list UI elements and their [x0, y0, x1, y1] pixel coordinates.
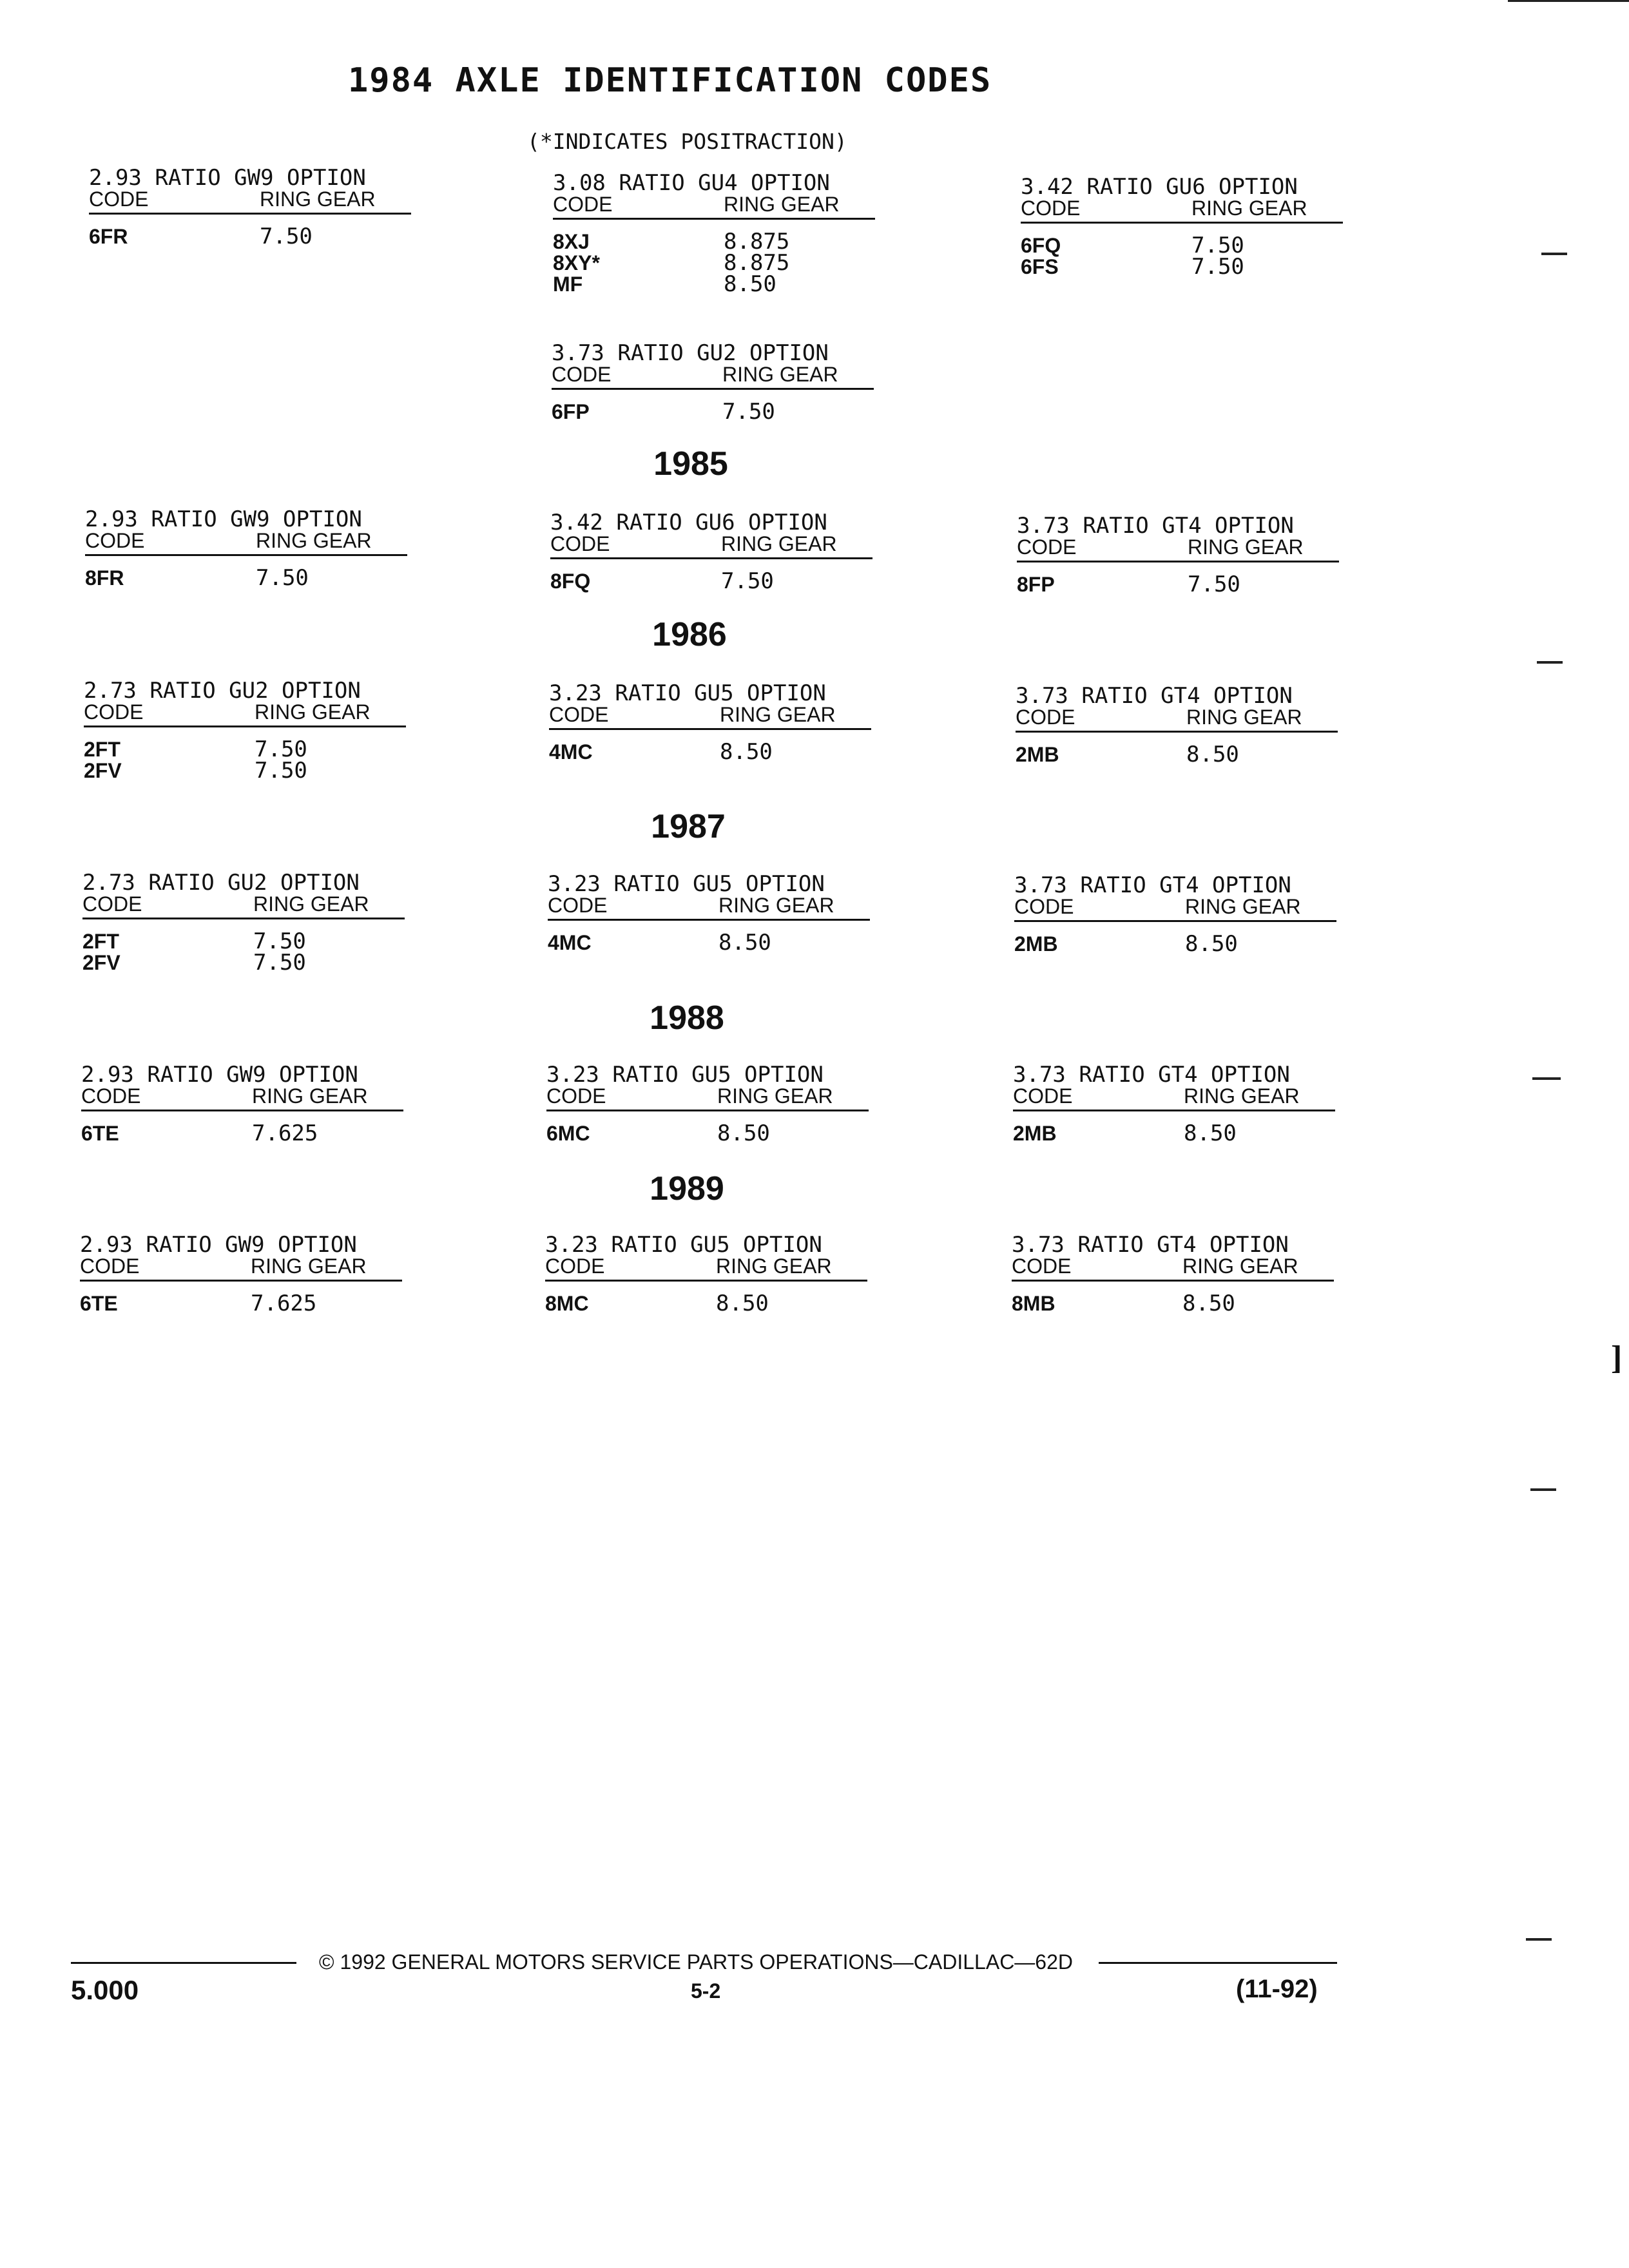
- table-column-headers: [82, 894, 405, 915]
- top-edge-line: [1508, 0, 1629, 2]
- column-header-code: CODE: [84, 700, 144, 724]
- column-header-ring-gear: RING GEAR: [1188, 535, 1304, 559]
- margin-tick: [1526, 1938, 1552, 1941]
- table-column-headers: [552, 364, 874, 385]
- table-heading: 3.73 RATIO GU2 OPTION: [552, 340, 829, 366]
- table-heading: 3.23 RATIO GU5 OPTION: [545, 1232, 822, 1258]
- table-row: [82, 928, 405, 954]
- ring-gear-cell: 7.625: [251, 1291, 317, 1316]
- year-heading-1987: 1987: [651, 808, 726, 845]
- ring-gear-cell: 7.50: [260, 224, 313, 249]
- table-column-headers: [80, 1256, 402, 1277]
- table-row: [552, 401, 874, 423]
- code-cell: 6FQ: [1021, 234, 1061, 257]
- axle-table: [82, 872, 405, 974]
- table-row: [81, 1120, 403, 1146]
- table-heading: 3.23 RATIO GU5 OPTION: [548, 871, 825, 897]
- header-rule: [546, 1110, 869, 1111]
- axle-table: [550, 512, 872, 592]
- column-header-ring-gear: RING GEAR: [717, 1084, 833, 1108]
- code-cell: 6FS: [1021, 255, 1059, 278]
- axle-table: [1012, 1232, 1334, 1316]
- table-heading: 3.73 RATIO GT4 OPTION: [1012, 1232, 1289, 1258]
- column-header-code: CODE: [1016, 706, 1075, 729]
- column-header-ring-gear: RING GEAR: [718, 894, 834, 917]
- axle-table: [81, 1064, 403, 1144]
- header-rule: [550, 557, 872, 559]
- ring-gear-cell: 7.50: [1188, 572, 1240, 597]
- column-header-code: CODE: [80, 1254, 140, 1278]
- header-rule: [549, 728, 871, 730]
- column-header-code: CODE: [85, 529, 145, 552]
- column-header-code: CODE: [548, 894, 608, 917]
- margin-bracket: ]: [1611, 1340, 1623, 1376]
- header-rule: [553, 218, 875, 220]
- column-header-ring-gear: RING GEAR: [724, 193, 840, 216]
- table-heading: 3.73 RATIO GT4 OPTION: [1013, 1062, 1290, 1088]
- column-header-code: CODE: [81, 1084, 141, 1108]
- table-heading: 3.08 RATIO GU4 OPTION: [553, 170, 830, 196]
- column-header-ring-gear: RING GEAR: [722, 363, 838, 386]
- code-cell: 4MC: [548, 931, 592, 954]
- axle-table: [552, 340, 874, 425]
- year-heading-1986: 1986: [652, 616, 727, 653]
- header-rule: [80, 1280, 402, 1282]
- axle-table: [548, 871, 870, 956]
- column-header-ring-gear: RING GEAR: [260, 187, 376, 211]
- code-cell: 2FT: [82, 930, 119, 953]
- axle-table: [553, 170, 875, 297]
- code-cell: 6FR: [89, 225, 128, 248]
- column-header-code: CODE: [553, 193, 613, 216]
- code-cell: 8XJ: [553, 230, 590, 253]
- ring-gear-cell: 8.50: [1185, 931, 1238, 957]
- header-rule: [1021, 222, 1343, 224]
- footer-revision-date: (11-92): [1236, 1975, 1318, 2003]
- ring-gear-cell: 8.50: [717, 1120, 770, 1146]
- code-cell: 2FV: [84, 759, 122, 782]
- table-row: [80, 1293, 402, 1314]
- code-cell: 6TE: [81, 1122, 119, 1145]
- table-heading: 2.93 RATIO GW9 OPTION: [80, 1232, 357, 1258]
- table-heading: 2.93 RATIO GW9 OPTION: [89, 165, 366, 191]
- ring-gear-cell: 7.50: [255, 736, 307, 762]
- column-header-code: CODE: [89, 187, 149, 211]
- column-header-ring-gear: RING GEAR: [251, 1254, 367, 1278]
- ring-gear-cell: 7.50: [721, 568, 774, 594]
- table-heading: 3.73 RATIO GT4 OPTION: [1014, 872, 1291, 898]
- header-rule: [552, 388, 874, 390]
- year-heading-1988: 1988: [650, 999, 724, 1037]
- code-cell: 6TE: [80, 1292, 118, 1315]
- code-cell: 8MB: [1012, 1292, 1055, 1315]
- table-row: [82, 952, 405, 974]
- table-row: [84, 760, 406, 782]
- table-heading: 3.73 RATIO GT4 OPTION: [1016, 683, 1293, 709]
- header-rule: [85, 554, 407, 556]
- table-row: [1013, 1120, 1335, 1146]
- column-header-ring-gear: RING GEAR: [716, 1254, 832, 1278]
- axle-table: [89, 165, 411, 249]
- table-row: [84, 736, 406, 762]
- header-rule: [1012, 1280, 1334, 1282]
- axle-table: [549, 680, 871, 765]
- table-column-headers: [549, 704, 871, 726]
- axle-table: [84, 680, 406, 782]
- year-heading-1985: 1985: [653, 445, 728, 483]
- positraction-note: (*INDICATES POSITRACTION): [527, 129, 847, 154]
- ring-gear-cell: 8.50: [1186, 742, 1239, 767]
- axle-table: [1013, 1064, 1335, 1144]
- column-header-ring-gear: RING GEAR: [252, 1084, 368, 1108]
- ring-gear-cell: 8.50: [716, 1291, 769, 1316]
- table-row: [545, 1293, 867, 1314]
- table-column-headers: [553, 194, 875, 215]
- column-header-ring-gear: RING GEAR: [1191, 197, 1307, 220]
- table-heading: 3.23 RATIO GU5 OPTION: [549, 680, 826, 706]
- column-header-code: CODE: [549, 703, 609, 726]
- table-heading: 3.42 RATIO GU6 OPTION: [1021, 174, 1298, 200]
- footer-rule-left: [71, 1962, 296, 1964]
- table-column-headers: [81, 1086, 403, 1107]
- ring-gear-cell: 7.50: [1191, 254, 1244, 280]
- table-heading: 3.23 RATIO GU5 OPTION: [546, 1062, 824, 1088]
- code-cell: 6MC: [546, 1122, 590, 1145]
- header-rule: [1016, 731, 1338, 733]
- footer-section-number: 5.000: [71, 1975, 139, 2005]
- header-rule: [81, 1110, 403, 1111]
- code-cell: 2MB: [1014, 932, 1058, 956]
- axle-table: [1016, 683, 1338, 767]
- axle-table: [1021, 174, 1343, 280]
- header-rule: [1013, 1110, 1335, 1111]
- axle-table: [80, 1232, 402, 1316]
- column-header-ring-gear: RING GEAR: [1186, 706, 1302, 729]
- code-cell: 2MB: [1013, 1122, 1057, 1145]
- column-header-code: CODE: [1012, 1254, 1072, 1278]
- header-rule: [82, 918, 405, 919]
- table-heading: 2.93 RATIO GW9 OPTION: [81, 1062, 358, 1088]
- code-cell: 2MB: [1016, 743, 1059, 766]
- ring-gear-cell: 7.50: [1191, 233, 1244, 258]
- table-column-headers: [546, 1086, 869, 1107]
- code-cell: 6FP: [552, 400, 590, 423]
- axle-table: [85, 506, 407, 591]
- header-rule: [1017, 561, 1339, 562]
- code-cell: MF: [553, 273, 583, 296]
- axle-table: [1014, 872, 1336, 957]
- table-heading: 2.73 RATIO GU2 OPTION: [82, 870, 360, 896]
- column-header-code: CODE: [546, 1084, 606, 1108]
- code-cell: 2FT: [84, 738, 120, 761]
- footer-page-number: 5-2: [691, 1979, 721, 2003]
- table-row: [546, 1120, 869, 1146]
- table-column-headers: [545, 1256, 867, 1277]
- code-cell: 8FP: [1017, 573, 1055, 596]
- ring-gear-cell: 7.50: [255, 758, 307, 783]
- table-column-headers: [1012, 1256, 1334, 1277]
- table-column-headers: [1013, 1086, 1335, 1107]
- axle-table: [546, 1064, 869, 1144]
- column-header-ring-gear: RING GEAR: [255, 700, 371, 724]
- column-header-code: CODE: [550, 532, 610, 555]
- table-column-headers: [1017, 537, 1339, 558]
- table-heading: 2.73 RATIO GU2 OPTION: [84, 678, 361, 704]
- column-header-ring-gear: RING GEAR: [256, 529, 372, 552]
- ring-gear-cell: 8.50: [720, 739, 773, 765]
- header-rule: [548, 919, 870, 921]
- table-row: [85, 565, 407, 591]
- header-rule: [1014, 920, 1336, 922]
- table-row: [548, 932, 870, 954]
- table-row: [550, 568, 872, 594]
- ring-gear-cell: 8.50: [724, 271, 776, 297]
- code-cell: 8FR: [85, 566, 124, 590]
- ring-gear-cell: 8.50: [1184, 1120, 1237, 1146]
- column-header-code: CODE: [545, 1254, 605, 1278]
- table-heading: 3.73 RATIO GT4 OPTION: [1017, 513, 1294, 539]
- column-header-code: CODE: [552, 363, 612, 386]
- column-header-ring-gear: RING GEAR: [1182, 1254, 1298, 1278]
- table-column-headers: [85, 530, 407, 552]
- table-row: [549, 739, 871, 765]
- table-column-headers: [548, 895, 870, 916]
- margin-tick: [1541, 253, 1567, 255]
- page-title: 1984 AXLE IDENTIFICATION CODES: [348, 61, 992, 100]
- ring-gear-cell: 7.50: [722, 399, 775, 425]
- code-cell: 8MC: [545, 1292, 589, 1315]
- axle-table: [1017, 515, 1339, 595]
- ring-gear-cell: 8.50: [718, 930, 771, 956]
- table-heading: 2.93 RATIO GW9 OPTION: [85, 506, 362, 532]
- table-row: [553, 250, 875, 276]
- ring-gear-cell: 8.875: [724, 250, 790, 276]
- margin-tick: [1532, 1077, 1561, 1080]
- ring-gear-cell: 7.50: [256, 565, 309, 591]
- table-column-headers: [550, 533, 872, 555]
- table-heading: 3.42 RATIO GU6 OPTION: [550, 510, 827, 535]
- column-header-code: CODE: [1021, 197, 1081, 220]
- table-row: [1014, 931, 1336, 957]
- header-rule: [545, 1280, 867, 1282]
- table-column-headers: [1021, 198, 1343, 219]
- code-cell: 4MC: [549, 740, 593, 764]
- table-column-headers: [1014, 896, 1336, 918]
- ring-gear-cell: 7.50: [253, 928, 306, 954]
- column-header-code: CODE: [1013, 1084, 1073, 1108]
- footer-copyright: © 1992 GENERAL MOTORS SERVICE PARTS OPERATIONS—CADILLAC—62D: [319, 1950, 1073, 1974]
- ring-gear-cell: 7.625: [252, 1120, 318, 1146]
- ring-gear-cell: 8.50: [1182, 1291, 1235, 1316]
- header-rule: [84, 726, 406, 727]
- table-row: [1021, 235, 1343, 256]
- column-header-ring-gear: RING GEAR: [253, 892, 369, 916]
- margin-tick: [1530, 1488, 1556, 1491]
- column-header-ring-gear: RING GEAR: [720, 703, 836, 726]
- table-row: [1012, 1293, 1334, 1314]
- ring-gear-cell: 8.875: [724, 229, 790, 255]
- table-column-headers: [84, 702, 406, 723]
- column-header-code: CODE: [1014, 895, 1074, 918]
- table-row: [553, 271, 875, 297]
- code-cell: 8FQ: [550, 570, 591, 593]
- column-header-code: CODE: [82, 892, 142, 916]
- table-row: [553, 231, 875, 253]
- axle-table: [545, 1232, 867, 1316]
- table-column-headers: [89, 189, 411, 210]
- table-column-headers: [1016, 707, 1338, 728]
- table-row: [89, 226, 411, 247]
- table-row: [1017, 574, 1339, 595]
- column-header-code: CODE: [1017, 535, 1077, 559]
- code-cell: 8XY*: [553, 251, 600, 274]
- column-header-ring-gear: RING GEAR: [721, 532, 837, 555]
- footer-rule-right: [1099, 1962, 1337, 1964]
- column-header-ring-gear: RING GEAR: [1184, 1084, 1300, 1108]
- code-cell: 2FV: [82, 951, 120, 974]
- column-header-ring-gear: RING GEAR: [1185, 895, 1301, 918]
- margin-tick: [1537, 661, 1563, 664]
- table-row: [1021, 256, 1343, 278]
- year-heading-1989: 1989: [650, 1170, 724, 1207]
- ring-gear-cell: 7.50: [253, 950, 306, 975]
- table-row: [1016, 744, 1338, 765]
- header-rule: [89, 213, 411, 215]
